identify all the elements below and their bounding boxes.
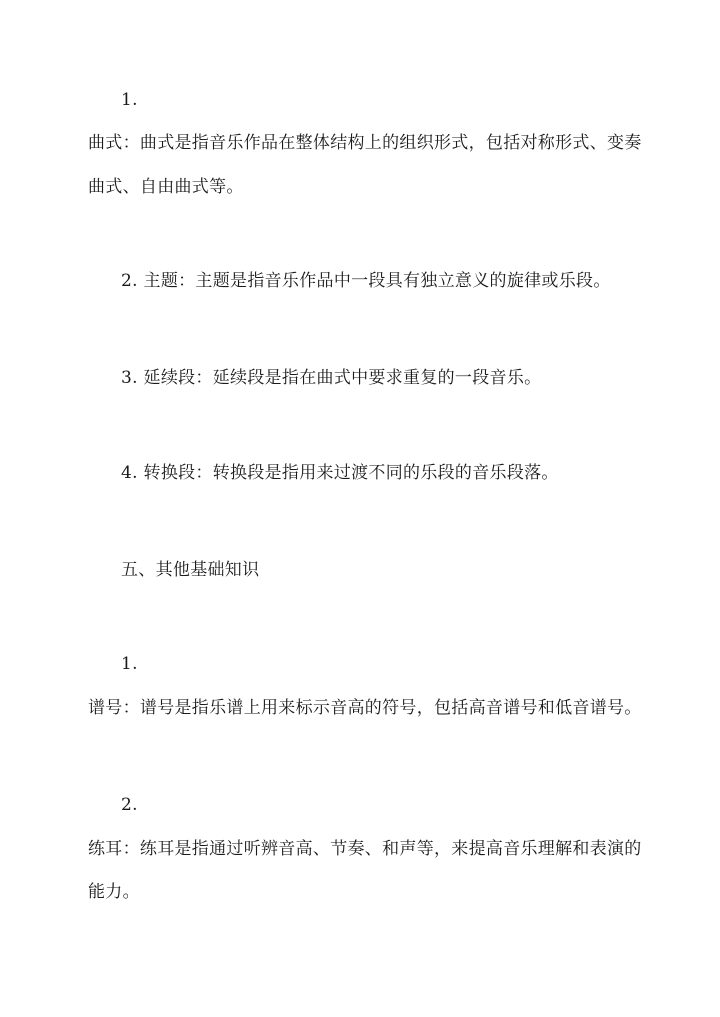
section-5-item-1-line-1: 谱号：谱号是指乐谱上用来标示音高的符号，包括高音谱号和低音谱号。 — [88, 698, 642, 718]
section-5-item-2-line-1: 练耳：练耳是指通过听辨音高、节奏、和声等，来提高音乐理解和表演的 — [88, 839, 642, 859]
item-1-line-1: 曲式：曲式是指音乐作品在整体结构上的组织形式，包括对称形式、变奏 — [88, 133, 642, 153]
item-3: 3. 延续段：延续段是指在曲式中要求重复的一段音乐。 — [121, 368, 542, 388]
section-5-item-2-number: 2. — [121, 795, 138, 815]
item-1-line-2: 曲式、自由曲式等。 — [88, 177, 244, 197]
item-1-number: 1. — [121, 90, 138, 110]
item-2: 2. 主题：主题是指音乐作品中一段具有独立意义的旋律或乐段。 — [121, 271, 611, 291]
section-5-item-2-line-2: 能力。 — [88, 882, 140, 902]
section-5-heading: 五、其他基础知识 — [121, 560, 260, 580]
item-4: 4. 转换段：转换段是指用来过渡不同的乐段的音乐段落。 — [121, 463, 559, 483]
section-5-item-1-number: 1. — [121, 654, 138, 674]
